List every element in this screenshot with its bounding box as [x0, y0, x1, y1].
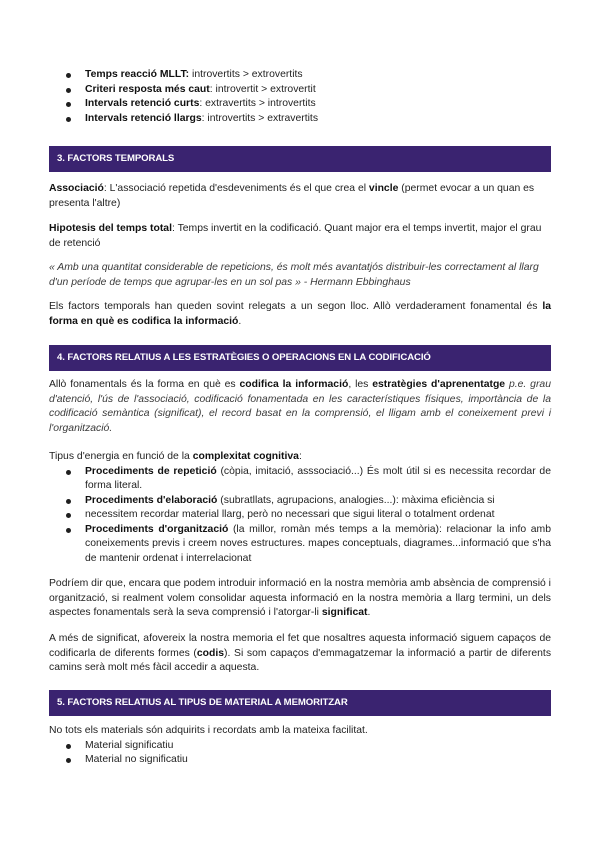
temporal-factors-paragraph: Els factors temporals han queden sovint relegats a un segon lloc. Allò verdaderament fonamental és la forma en què es codifica la informació.	[49, 301, 551, 327]
material-intro: No tots els materials són adquirits i recordats amb la mateixa facilitat.	[49, 725, 368, 736]
list-item: Procediments de repetició (còpia, imitació, asssociació...) És molt útil si es necessita recordar de forma literal.	[49, 465, 551, 494]
material-types-block	[49, 724, 551, 768]
list-item: Procediments d'organització (la millor, romàn més temps a la memòria): relacionar la info amb coneixements previs i creem noves estructures. mapes conceptuals, diagrames...informació que s'ha de mantenir ordenat i interrelacionat	[49, 523, 551, 567]
list-item: Temps reacció MLLT: introvertits > extrovertits	[49, 68, 551, 83]
cognitive-complexity-intro: Tipus d'energia en funció de la complexitat cognitiva:	[49, 451, 302, 462]
ebbinghaus-quote: « Amb una quantitat considerable de repeticions, és molt més avantatjós distribuir-les correctament al llarg d'un període de temps que agrupar-les en un sol pas » - Hermann Ebbinghaus	[49, 262, 539, 288]
comprehension-paragraph: Podríem dir que, encara que podem introduir informació en la nostra memòria amb absència de comprensió i organització, si realment volem consolidar aquesta informació en la nostra memòria a llarg termini, un dels aspectes fonamentals serà la seva comprensió i l'atorgar-li significat.	[49, 578, 551, 619]
list-item: Criteri resposta més caut: introvertit > extrovertit	[49, 83, 551, 98]
list-item: Material significatiu	[49, 739, 551, 754]
list-item: necessitem recordar material llarg, però no necessari que sigui literal o totalment ordenat	[49, 508, 551, 523]
procedures-list	[49, 465, 551, 567]
hypothesis-paragraph: Hipotesis del temps total: Temps invertit en la codificació. Quant major era el temps invertit, major el grau de retenció	[49, 223, 542, 249]
material-list	[49, 739, 551, 768]
section-5-heading: 5. FACTORS RELATIUS AL TIPUS DE MATERIAL A MEMORITZAR	[49, 690, 551, 716]
section-4-heading: 4. FACTORS RELATIUS A LES ESTRATÈGIES O OPERACIONS EN LA CODIFICACIÓ	[49, 345, 551, 371]
list-item: Intervals retenció llargs: introvertits > extravertits	[49, 112, 551, 127]
association-paragraph: Associació: L'associació repetida d'esdeveniments és el que crea el vincle (permet evocar a un quan es presenta l'altre)	[49, 183, 535, 209]
list-item: Material no significatiu	[49, 753, 551, 768]
codes-paragraph: A més de significat, afovereix la nostra memoria el fet que nosaltres aquesta informació siguem capaços de codificarla de diferents formes (codis). Si som capaços d'emmagatzemar la informació a partir de diferents camins serà molt més fàcil accedir a aquesta.	[49, 633, 552, 674]
intro-bullet-list	[49, 68, 551, 126]
encoding-strategies-paragraph: Allò fonamentals és la forma en què es codifica la informació, les estratègies d'aprenentatge p.e. grau d'atenció, l'ús de l'associació, codificació fonamentada en les característiques físiques, importància de la codificació semàntica (significat), el record basat en la comprensió, el lligam amb el coneixement previ i l'organització.	[49, 379, 551, 434]
list-item: Intervals retenció curts: extravertits > introvertits	[49, 97, 551, 112]
cognitive-complexity-block	[49, 450, 551, 567]
list-item: Procediments d'elaboració (subratllats, agrupacions, analogies...): màxima eficiència si	[49, 494, 551, 509]
section-3-heading: 3. FACTORS TEMPORALS	[49, 146, 551, 172]
